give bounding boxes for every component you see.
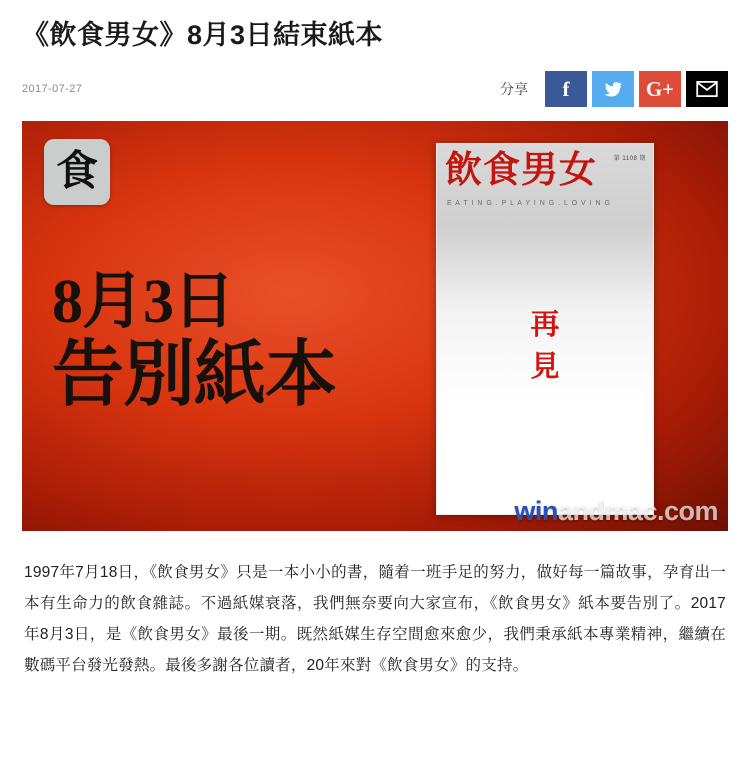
site-watermark: [514, 496, 718, 527]
hero-headline: [52, 268, 432, 416]
watermark-part3: .com: [656, 496, 718, 527]
hero-headline-line1: 8月3日: [52, 268, 235, 337]
watermark-part1: win: [514, 496, 558, 527]
envelope-icon: [696, 81, 718, 97]
share-group: [500, 71, 728, 107]
food-brand-logo: [44, 139, 110, 205]
share-google-plus-button[interactable]: [639, 71, 681, 107]
article-paragraph: 1997年7月18日，《飲食男女》只是一本小小的書，隨着一班手足的努力，做好每一篇故事，孕育出一本有生命力的飲食雜誌。不過紙媒衰落，我們無奈要向大家宣布，《飲食男女》紙本要告別了。2017年8月3日，是《飲食男女》最後一期。既然紙媒生存空間愈來愈少，我們秉承紙本專業精神，繼續在數碼平台發光發熱。最後多謝各位讀者，20年來對《飲食男女》的支持。: [24, 564, 726, 675]
cover-goodbye-text: [437, 304, 653, 388]
facebook-icon: f: [562, 76, 570, 101]
cover-masthead: 飲食男女: [445, 150, 597, 192]
article-body: [0, 531, 750, 681]
cover-subtitle: E A T I N G . P L A Y I N G . L O V I N G: [447, 200, 611, 208]
share-email-button[interactable]: [686, 71, 728, 107]
magazine-cover: [436, 143, 654, 515]
share-twitter-button[interactable]: [592, 71, 634, 107]
twitter-icon: [603, 80, 624, 98]
cover-goodbye-line2: 見: [530, 351, 560, 384]
share-label: 分享: [500, 81, 528, 98]
watermark-part2: andmac: [557, 496, 657, 527]
page-title: 《飲食男女》8月3日結束紙本: [22, 20, 384, 50]
featured-image: [22, 121, 728, 531]
article-meta-row: [0, 53, 750, 121]
post-date: 2017-07-27: [22, 83, 83, 96]
food-logo-text: 食: [55, 149, 98, 196]
cover-goodbye-line1: 再: [530, 309, 560, 342]
google-plus-icon: G+: [645, 76, 675, 101]
share-facebook-button[interactable]: [545, 71, 587, 107]
hero-headline-line2: 告別紙本: [52, 335, 337, 416]
cover-issue-number: 第 1108 期: [613, 156, 646, 163]
